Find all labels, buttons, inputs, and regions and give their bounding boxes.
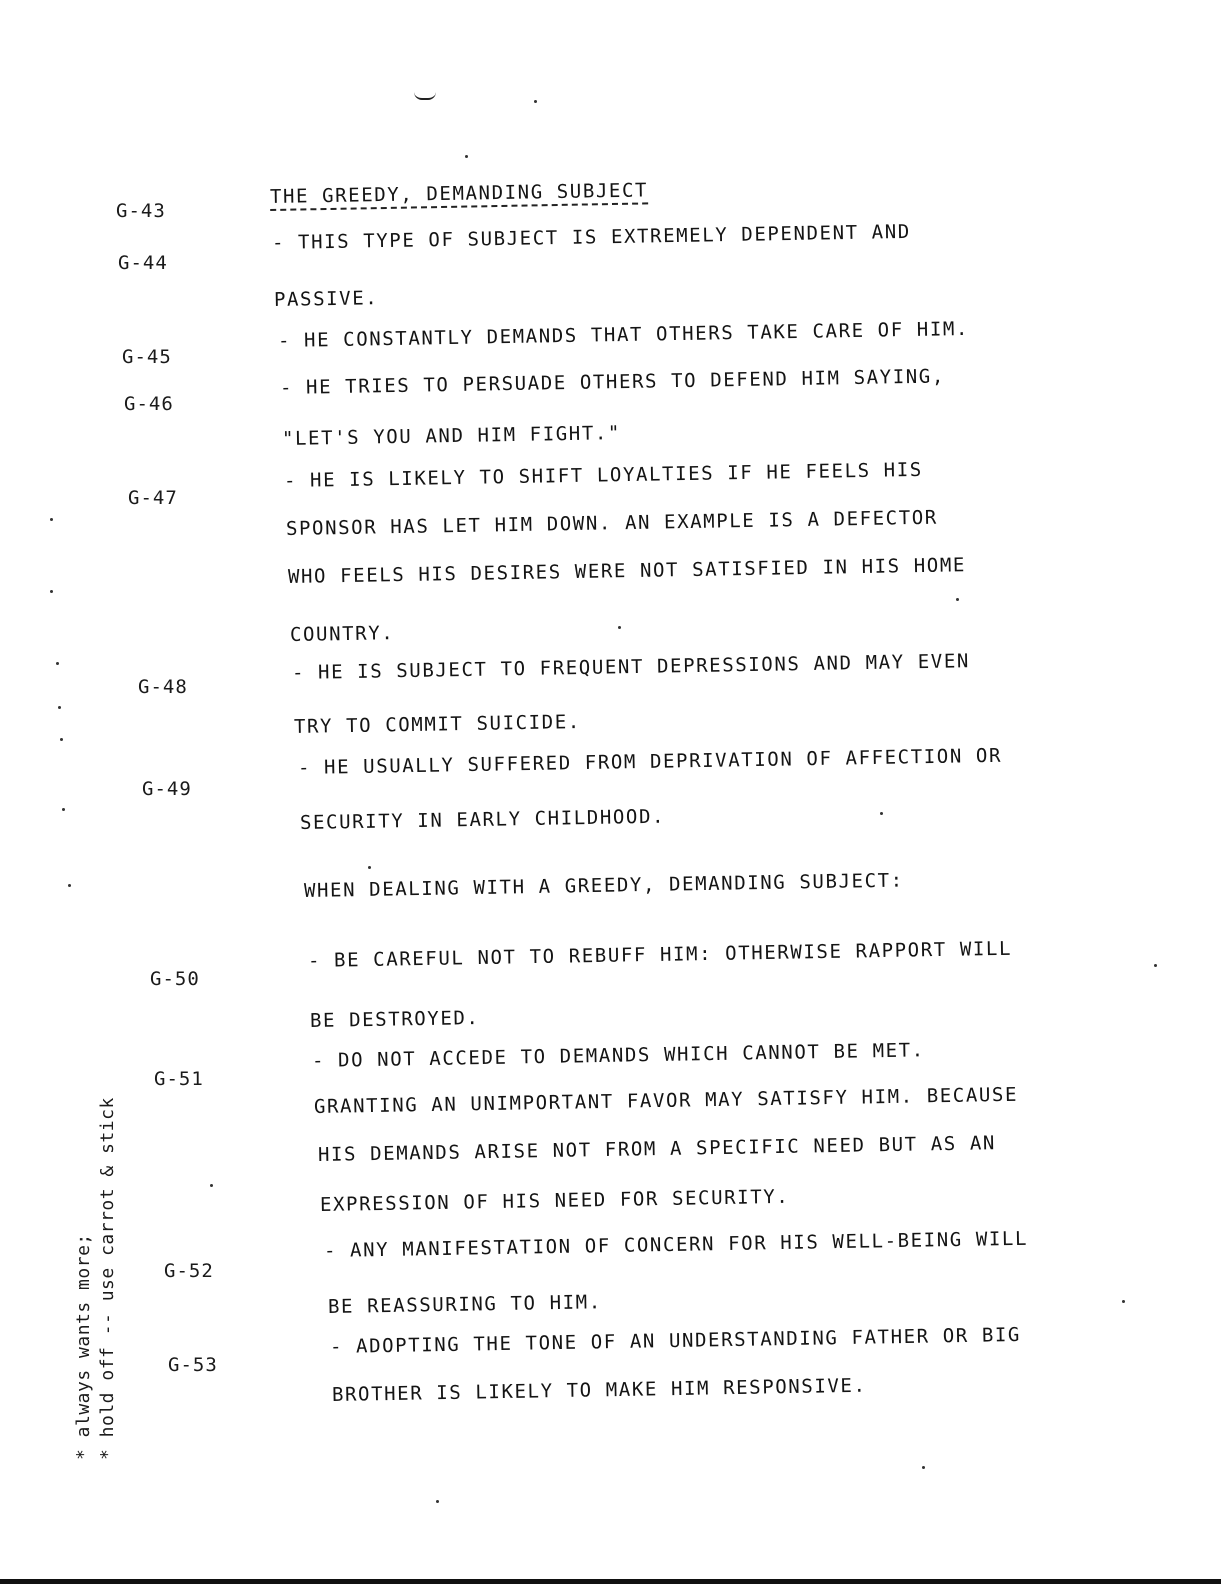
scan-speck [68,884,71,887]
code-g43: G-43 [116,200,166,222]
scan-speck [534,100,537,103]
scan-speck [210,1184,213,1187]
code-g44: G-44 [118,252,168,274]
text-line: - DO NOT ACCEDE TO DEMANDS WHICH CANNOT BE MET. [311,1039,925,1072]
scan-speck [58,706,61,709]
code-g45: G-45 [122,346,172,368]
text-line: - HE IS SUBJECT TO FREQUENT DEPRESSIONS AND MAY EVEN [291,650,971,684]
margin-note-line-1: * always wants more; [73,1233,94,1460]
text-line: BE DESTROYED. [309,1007,480,1032]
text-line: BE REASSURING TO HIM. [327,1291,602,1318]
text-line: WHO FEELS HIS DESIRES WERE NOT SATISFIED IN HIS HOME [287,554,967,588]
text-line: - HE TRIES TO PERSUADE OTHERS TO DEFEND HIM SAYING, [279,365,946,399]
scan-speck [62,808,65,811]
scan-speck [1122,1300,1125,1303]
margin-note [72,1097,120,1460]
text-line: - HE CONSTANTLY DEMANDS THAT OTHERS TAKE CARE OF HIM. [277,317,970,352]
text-line: - THIS TYPE OF SUBJECT IS EXTREMELY DEPENDENT AND [271,220,912,254]
scan-speck [60,738,63,741]
scan-speck [618,626,621,629]
scan-edge [0,1579,1221,1584]
text-line: COUNTRY. [289,622,395,646]
code-g52: G-52 [164,1260,214,1282]
code-g48: G-48 [138,676,188,698]
text-line: SECURITY IN EARLY CHILDHOOD. [299,805,666,834]
code-g47: G-47 [128,487,178,509]
text-line: - HE IS LIKELY TO SHIFT LOYALTIES IF HE FEELS HIS [283,458,924,492]
text-line: - ADOPTING THE TONE OF AN UNDERSTANDING FATHER OR BIG [329,1323,1022,1358]
section-title: THE GREEDY, DEMANDING SUBJECT [270,179,649,211]
subheading: WHEN DEALING WITH A GREEDY, DEMANDING SUBJECT: [303,869,904,902]
code-g49: G-49 [142,778,192,800]
text-line: - HE USUALLY SUFFERED FROM DEPRIVATION OF AFFECTION OR [297,744,1003,779]
code-g50: G-50 [150,968,200,990]
margin-note-line-2: * hold off -- use carrot & stick [97,1097,118,1460]
scan-mark [414,92,436,100]
text-line: PASSIVE. [273,287,379,311]
scan-speck [56,662,59,665]
text-line: - ANY MANIFESTATION OF CONCERN FOR HIS WELL-BEING WILL [323,1227,1029,1262]
text-line: TRY TO COMMIT SUICIDE. [293,710,582,738]
scan-speck [50,590,53,593]
code-g46: G-46 [124,393,174,415]
text-line: EXPRESSION OF HIS NEED FOR SECURITY. [319,1185,790,1216]
scan-speck [922,1466,925,1469]
scan-speck [1154,964,1157,967]
text-line: "LET'S YOU AND HIM FIGHT." [281,422,622,450]
text-line: BROTHER IS LIKELY TO MAKE HIM RESPONSIVE. [331,1374,867,1406]
scan-speck [956,598,959,601]
scan-speck [368,866,371,869]
text-line: - BE CAREFUL NOT TO REBUFF HIM: OTHERWISE RAPPORT WILL [307,937,1013,972]
scan-speck [50,518,53,521]
text-line: GRANTING AN UNIMPORTANT FAVOR MAY SATISFY HIM. BECAUSE [313,1083,1019,1118]
code-g53: G-53 [168,1354,218,1376]
code-g51: G-51 [154,1068,204,1090]
scan-speck [465,155,468,158]
scan-speck [436,1500,439,1503]
scan-speck [880,812,883,815]
text-line: SPONSOR HAS LET HIM DOWN. AN EXAMPLE IS A DEFECTOR [285,506,939,540]
text-line: HIS DEMANDS ARISE NOT FROM A SPECIFIC NEED BUT AS AN [317,1132,997,1166]
